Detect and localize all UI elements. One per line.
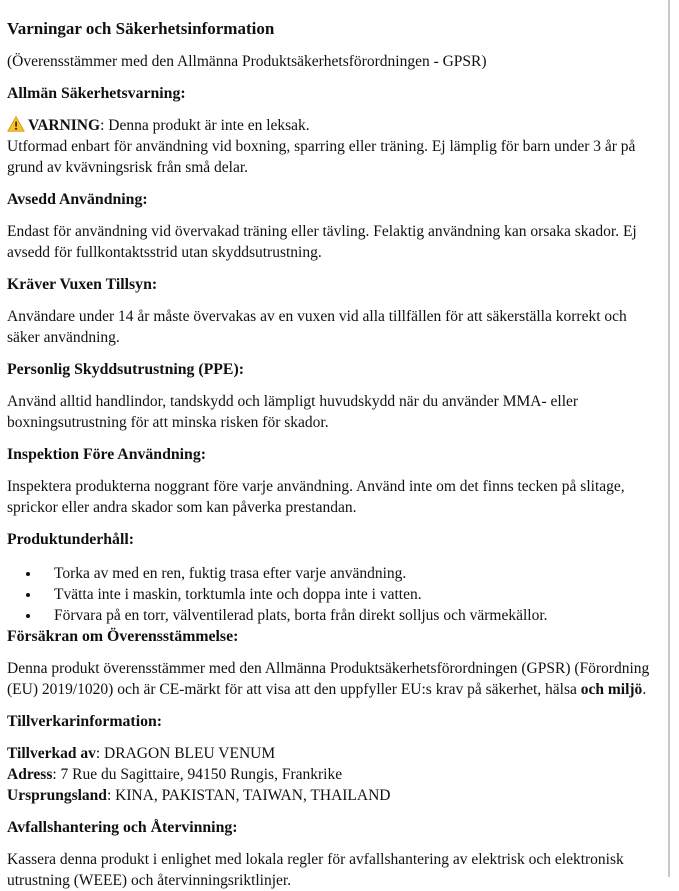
manufacturer-row	[7, 764, 657, 785]
conformity-text-bold: och miljö	[580, 681, 643, 698]
warning-icon	[7, 116, 25, 132]
section-heading-manufacturer: Tillverkarinformation:	[7, 713, 163, 730]
section-heading-maintenance: Produktunderhåll:	[7, 531, 134, 548]
general-warning-paragraph	[7, 115, 657, 178]
maintenance-list-item: • Torka av med en ren, fuktig trasa efter varje användning.	[41, 563, 657, 584]
manufacturer-value: : DRAGON BLEU VENUM	[95, 745, 276, 762]
document-subtitle: (Överensstämmer med den Allmänna Produktsäkerhetsförordningen - GPSR)	[7, 53, 487, 70]
section-heading-ppe: Personlig Skyddsutrustning (PPE):	[7, 361, 244, 378]
manufacturer-value: : KINA, PAKISTAN, TAIWAN, THAILAND	[106, 787, 391, 804]
page-title: Varningar och Säkerhetsinformation	[7, 19, 275, 38]
manufacturer-row	[7, 785, 657, 806]
page-edge-divider	[668, 0, 670, 877]
section-heading-inspection: Inspektion Före Användning:	[7, 446, 206, 463]
disposal-paragraph: Kassera denna produkt i enlighet med lokala regler för avfallshantering av elektrisk och elektronisk utrustning (WEEE) och återvinningsriktlinjer.	[7, 851, 624, 889]
ppe-paragraph: Använd alltid handlindor, tandskydd och lämpligt huvudskydd när du använder MMA- eller boxningsutrustning för att minska risken för skador.	[7, 393, 579, 431]
maintenance-list-item: • Förvara på en torr, välventilerad plats, borta från direkt solljus och värmekällor.	[41, 605, 657, 626]
manufacturer-label: Adress	[7, 766, 53, 783]
maintenance-list-item: • Tvätta inte i maskin, torktumla inte och doppa inte i vatten.	[41, 584, 657, 605]
conformity-text-end: .	[642, 681, 647, 698]
section-heading-intended-use: Avsedd Användning:	[7, 191, 148, 208]
conformity-text: Denna produkt överensstämmer med den Allmänna Produktsäkerhetsförordningen (GPSR) (Förordning (EU) 2019/1020) och är CE-märkt för att visa att den uppfyller EU:s krav på säkerhet, hälsa	[7, 660, 650, 698]
manufacturer-label: Tillverkad av	[7, 745, 96, 762]
manufacturer-row	[7, 743, 657, 764]
general-warning-body: Utformad enbart för användning vid boxning, sparring eller träning. Ej lämplig för barn under 3 år på grund av kvävningsrisk från små delar.	[7, 138, 636, 176]
inspection-paragraph: Inspektera produkterna noggrant före varje användning. Använd inte om det finns tecken på slitage, sprickor eller andra skador som kan påverka prestandan.	[7, 478, 625, 516]
manufacturer-info-block	[7, 743, 657, 806]
manufacturer-label: Ursprungsland	[7, 787, 107, 804]
section-heading-general-warning: Allmän Säkerhetsvarning:	[7, 85, 186, 102]
section-heading-adult-supervision: Kräver Vuxen Tillsyn:	[7, 276, 158, 293]
adult-supervision-paragraph: Användare under 14 år måste övervakas av en vuxen vid alla tillfällen för att säkerställa korrekt och säker användning.	[7, 308, 627, 346]
warning-label: VARNING	[28, 117, 101, 134]
conformity-paragraph	[7, 658, 657, 700]
intended-use-paragraph: Endast för användning vid övervakad träning eller tävling. Felaktig användning kan orsaka skador. Ej avsedd för fullkontaktsstrid utan skyddsutrustning.	[7, 223, 637, 261]
warning-sentence: : Denna produkt är inte en leksak.	[100, 117, 310, 134]
section-heading-conformity: Försäkran om Överensstämmelse:	[7, 628, 239, 645]
manufacturer-value: : 7 Rue du Sagittaire, 94150 Rungis, Frankrike	[52, 766, 343, 783]
section-heading-disposal: Avfallshantering och Återvinning:	[7, 819, 238, 836]
maintenance-list	[7, 563, 657, 626]
